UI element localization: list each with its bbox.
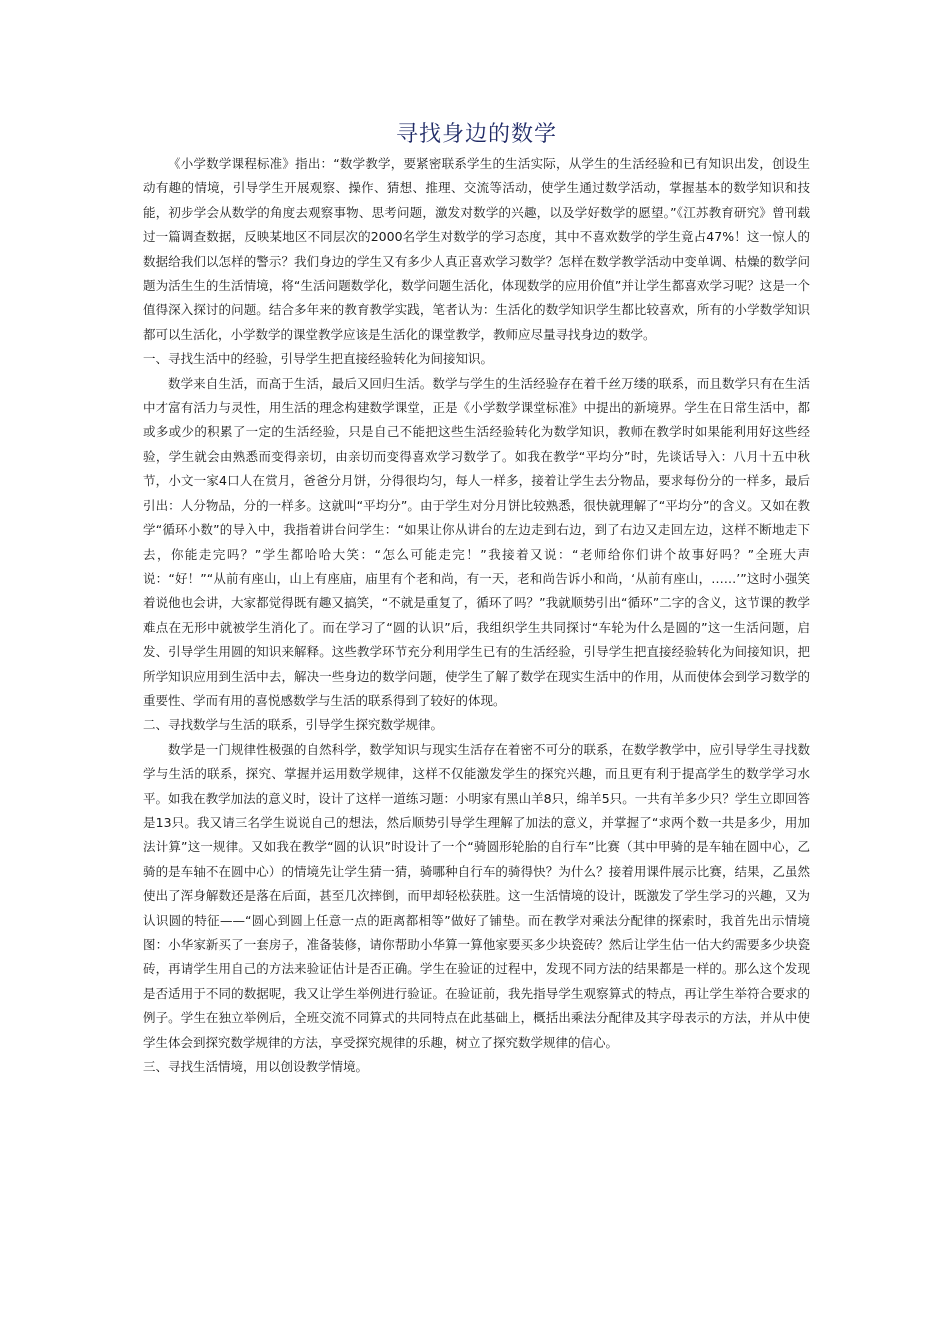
section-heading-3: 三、寻找生活情境，用以创设教学情境。	[143, 1059, 369, 1075]
section-1-paragraph: 数学来自生活，而高于生活，最后又回归生活。数学与学生的生活经验存在着千丝万缕的联系，而且数学只有在生活中才富有活力与灵性，用生活的理念构建数学课堂，正是《小学数学课堂标准》中提出的新境界。学生在日常生活中，都或多或少的积累了一定的生活经验，只是自己不能把这些生活经验转化为数学知识，教师在教学时如果能利用好这些经验，学生就会由熟悉而变得亲切，由亲切而变得喜欢学习数学了。如我在教学“平均分”时，先谈话导入：八月十五中秋节，小文一家4口人在赏月，爸爸分月饼，分得很均匀，每人一样多，接着让学生去分物品，要求每份分的一样多，最后引出：人分物品，分的一样多。这就叫“平均分”。由于学生对分月饼比较熟悉，很快就理解了“平均分”的含义。又如在教学“循环小数”的导入中，我指着讲台问学生：“如果让你从讲台的左边走到右边，到了右边又走回左边，这样不断地走下去，你能走完吗？”学生都哈哈大笑：“怎么可能走完！”我接着又说：“老师给你们讲个故事好吗？”全班大声说：“好！”“从前有座山，山上有座庙，庙里有个老和尚，有一天，老和尚告诉小和尚，‘从前有座山，……’”这时小强笑着说他也会讲，大家都觉得既有趣又搞笑，“不就是重复了，循环了吗？”我就顺势引出“循环”二字的含义，这节课的教学难点在无形中就被学生消化了。而在学习了“圆的认识”后，我组织学生共同探讨“车轮为什么是圆的”这一生活问题，启发、引导学生用圆的知识来解释。这些教学环节充分利用学生已有的生活经验，引导学生把直接经验转化为间接知识，把所学知识应用到生活中去，解决一些身边的数学问题，使学生了解了数学在现实生活中的作用，从而使体会到学习数学的重要性、学而有用的喜悦感数学与生活的联系得到了较好的体现。	[143, 375, 810, 708]
document-page	[143, 118, 810, 1079]
section-heading-2: 二、寻找数学与生活的联系，引导学生探究数学规律。	[143, 717, 444, 733]
section-2-paragraph: 数学是一门规律性极强的自然科学，数学知识与现实生活存在着密不可分的联系，在数学教学中，应引导学生寻找数学与生活的联系，探究、掌握并运用数学规律，这样不仅能激发学生的探究兴趣，而且更有利于提高学生的数学学习水平。如我在教学加法的意义时，设计了这样一道练习题：小明家有黑山羊8只，绵羊5只。一共有羊多少只？学生立即回答是13只。我又请三名学生说说自己的想法，然后顺势引导学生理解了加法的意义，并掌握了“求两个数一共是多少，用加法计算”这一规律。又如我在教学“圆的认识”时设计了一个“骑圆形轮胎的自行车”比赛（其中甲骑的是车轴在圆中心，乙骑的是车轴不在圆中心）的情境先让学生猜一猜，骑哪种自行车的骑得快？为什么？接着用课件展示比赛，结果，乙虽然使出了浑身解数还是落在后面，甚至几次摔倒，而甲却轻松获胜。这一生活情境的设计，既激发了学生学习的兴趣，又为认识圆的特征——“圆心到圆上任意一点的距离都相等”做好了铺垫。而在教学对乘法分配律的探索时，我首先出示情境图：小华家新买了一套房子，准备装修，请你帮助小华算一算他家要买多少块瓷砖？然后让学生估一估大约需要多少块瓷砖，再请学生用自己的方法来验证估计是否正确。学生在验证的过程中，发现不同方法的结果都是一样的。那么这个发现是否适用于不同的数据呢，我又让学生举例进行验证。在验证前，我先指导学生观察算式的特点，再让学生举符合要求的例子。学生在独立举例后，全班交流不同算式的共同特点在此基础上，概括出乘法分配律及其字母表示的方法，并从中使学生体会到探究数学规律的方法，享受探究规律的乐趣，树立了探究数学规律的信心。	[143, 741, 810, 1050]
intro-paragraph: 《小学数学课程标准》指出：“数学教学，要紧密联系学生的生活实际，从学生的生活经验和已有知识出发，创设生动有趣的情境，引导学生开展观察、操作、猜想、推理、交流等活动，使学生通过数学活动，掌握基本的数学知识和技能，初步学会从数学的角度去观察事物、思考问题，激发对数学的兴趣，以及学好数学的愿望。”《江苏教育研究》曾刊载过一篇调查数据，反映某地区不同层次的2000名学生对数学的学习态度，其中不喜欢数学的学生竟占47%！这一惊人的数据给我们以怎样的警示？我们身边的学生又有多少人真正喜欢学习数学？怎样在数学教学活动中变单调、枯燥的数学问题为活生生的生活情境，将“生活问题数学化，数学问题生活化，体现数学的应用价值”并让学生都喜欢学习呢？这是一个值得深入探讨的问题。结合多年来的教育教学实践，笔者认为：生活化的数学知识学生都比较喜欢，所有的小学数学知识都可以生活化，小学数学的课堂教学应该是生活化的课堂教学，教师应尽量寻找身边的数学。	[143, 156, 810, 342]
document-title: 寻找身边的数学	[395, 122, 557, 147]
section-heading-1: 一、寻找生活中的经验，引导学生把直接经验转化为间接知识。	[143, 351, 494, 367]
